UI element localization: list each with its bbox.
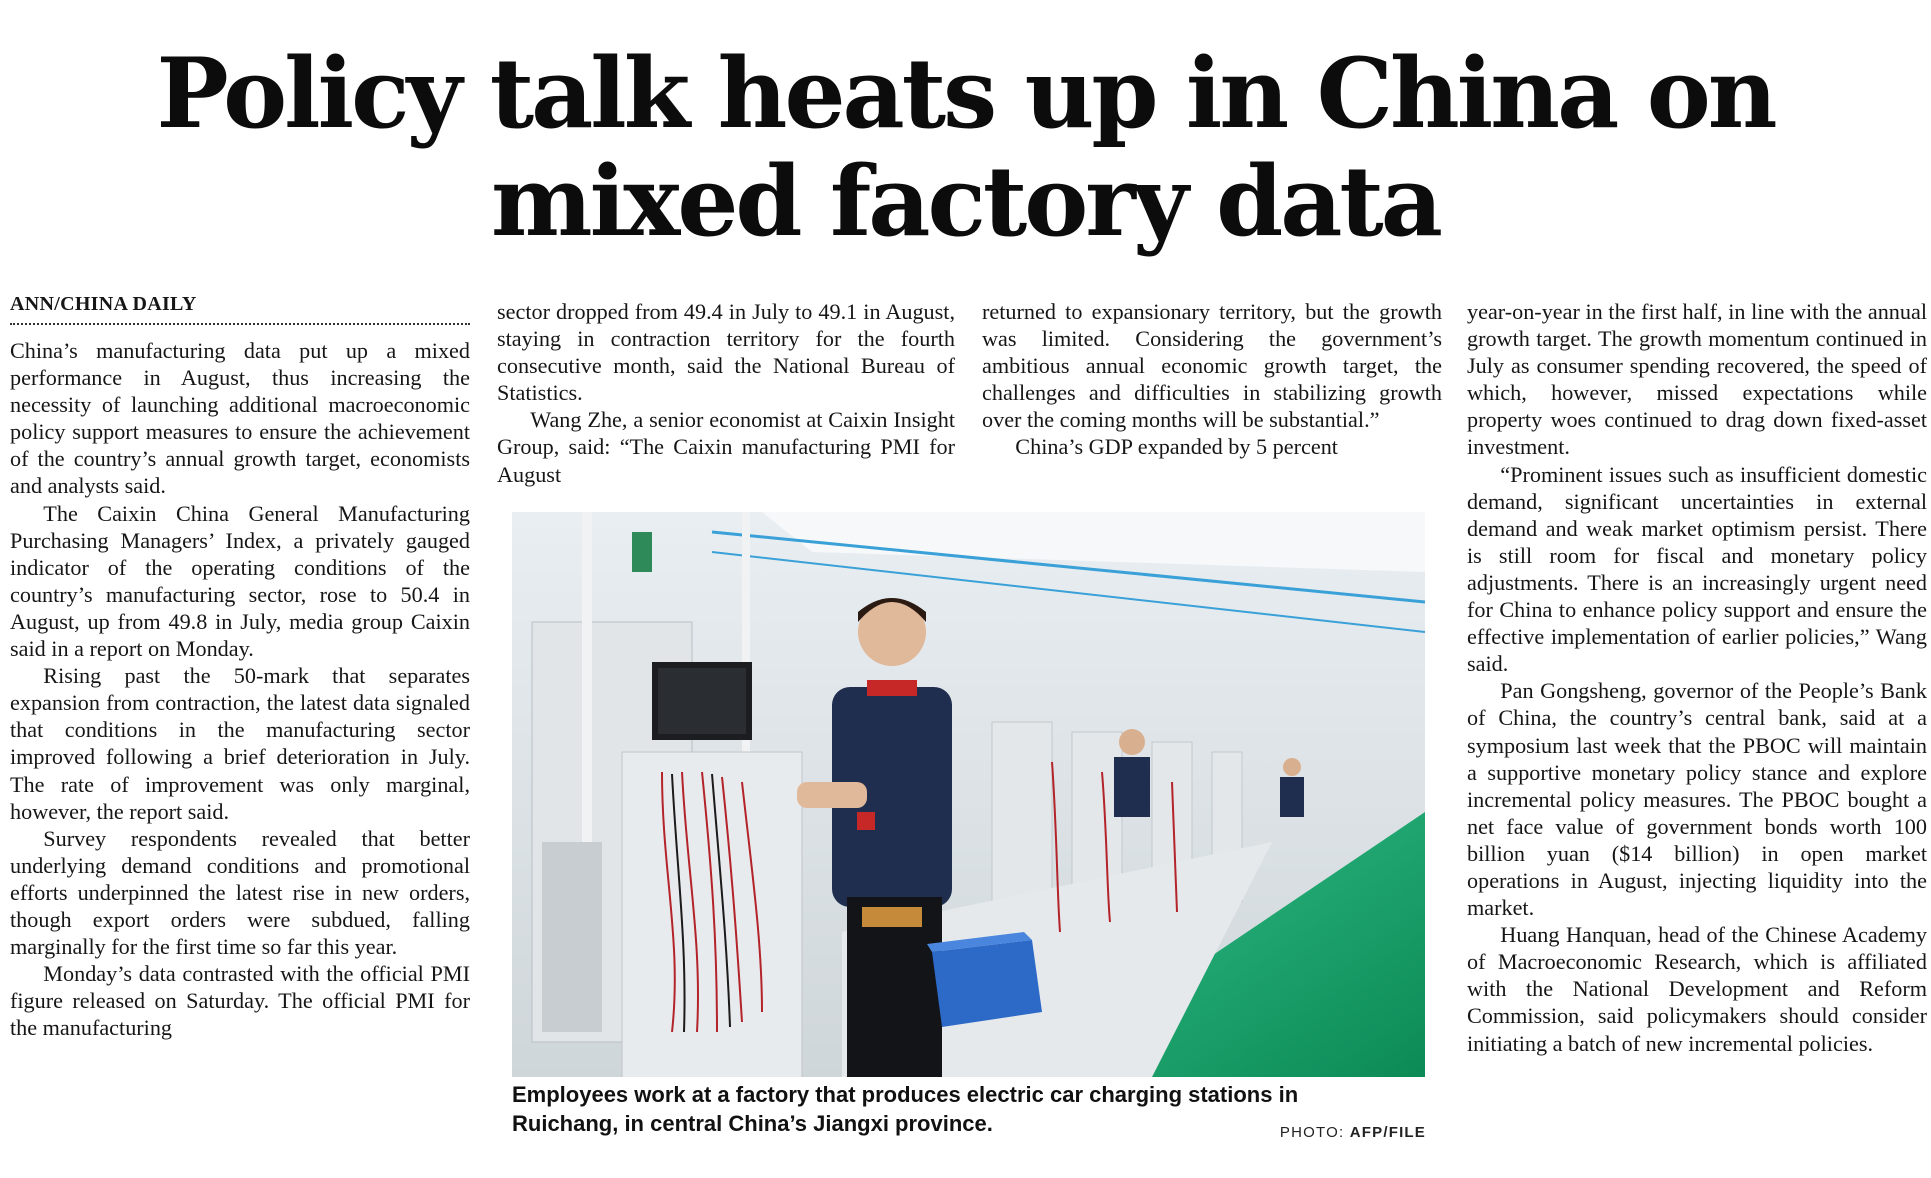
paragraph: Wang Zhe, a senior economist at Caixin Insight Group, said: “The Caixin manufacturing PMI for August (497, 407, 955, 487)
paragraph: The Caixin China General Manufacturing Purchasing Managers’ Index, a privately gauged indicator of the operating conditions of the country’s manufacturing sector, rose to 50.4 in August, up from 49.8 in July, media group Caixin said in a report on Monday. (10, 500, 470, 662)
article-column-2 (497, 298, 955, 488)
photo-credit-source: AFP/FILE (1349, 1124, 1426, 1141)
paragraph: sector dropped from 49.4 in July to 49.1 in August, staying in contraction territory for the fourth consecutive month, said the National Bureau of Statistics. (497, 299, 955, 406)
photo-caption: Employees work at a factory that produces electric car charging stations in Ruichang, in central China’s Jiangxi province. (512, 1082, 1299, 1136)
article-column-3 (982, 298, 1442, 461)
article-column-1 (10, 292, 470, 1041)
paragraph: Rising past the 50-mark that separates expansion from contraction, the latest data signaled that conditions in the manufacturing sector improved following a brief deterioration in July. The rate of improvement was only marginal, however, the report said. (10, 663, 470, 824)
paragraph: returned to expansionary territory, but the growth was limited. Considering the government’s ambitious annual economic growth target, the challenges and difficulties in stabilizing growth over the coming months will be substantial.” (982, 299, 1442, 433)
photo-credit (1280, 1124, 1426, 1141)
article-column-4 (1467, 298, 1927, 1057)
paragraph: Survey respondents revealed that better underlying demand conditions and promotional efforts underpinned the latest rise in new orders, though export orders were subdued, falling marginally for the first time so far this year. (10, 825, 470, 960)
paragraph: Huang Hanquan, head of the Chinese Academy of Macroeconomic Research, which is affiliated with the National Development and Reform Commission, said policymakers should consider initiating a batch of new incremental policies. (1467, 922, 1927, 1056)
paragraph: China’s GDP expanded by 5 percent (1015, 434, 1338, 460)
factory-photo (512, 512, 1425, 1077)
paragraph: Monday’s data contrasted with the official PMI figure released on Saturday. The official PMI for the manufacturing (10, 961, 470, 1041)
paragraph: China’s manufacturing data put up a mixed performance in August, thus increasing the necessity of launching additional macroeconomic policy support measures to ensure the achievement of the country’s annual growth target, economists and analysts said. (10, 338, 470, 499)
paragraph: Pan Gongsheng, governor of the People’s Bank of China, the country’s central bank, said at a symposium last week that the PBOC will maintain a supportive monetary policy stance and explore incremental policy measures. The PBOC bought a net face value of government bonds worth 100 billion yuan ($14 billion) in open market operations in August, injecting liquidity into the market. (1467, 678, 1927, 921)
byline: ANN/CHINA DAILY (10, 292, 470, 325)
headline: Policy talk heats up in China on mixed factory data (156, 37, 1775, 258)
paragraph: year-on-year in the first half, in line with the annual growth target. The growth momentum continued in July as consumer spending recovered, the speed of which, however, missed expectations while property woes continued to drag down fixed-asset investment. (1467, 299, 1927, 460)
paragraph: “Prominent issues such as insufficient domestic demand, significant uncertainties in external demand and weak market optimism persist. There is still room for fiscal and monetary policy adjustments. There is an increasingly urgent need for China to enhance policy support and ensure the effective implementation of earlier policies,” Wang said. (1467, 461, 1927, 677)
photo-credit-label: PHOTO: (1279, 1124, 1345, 1141)
